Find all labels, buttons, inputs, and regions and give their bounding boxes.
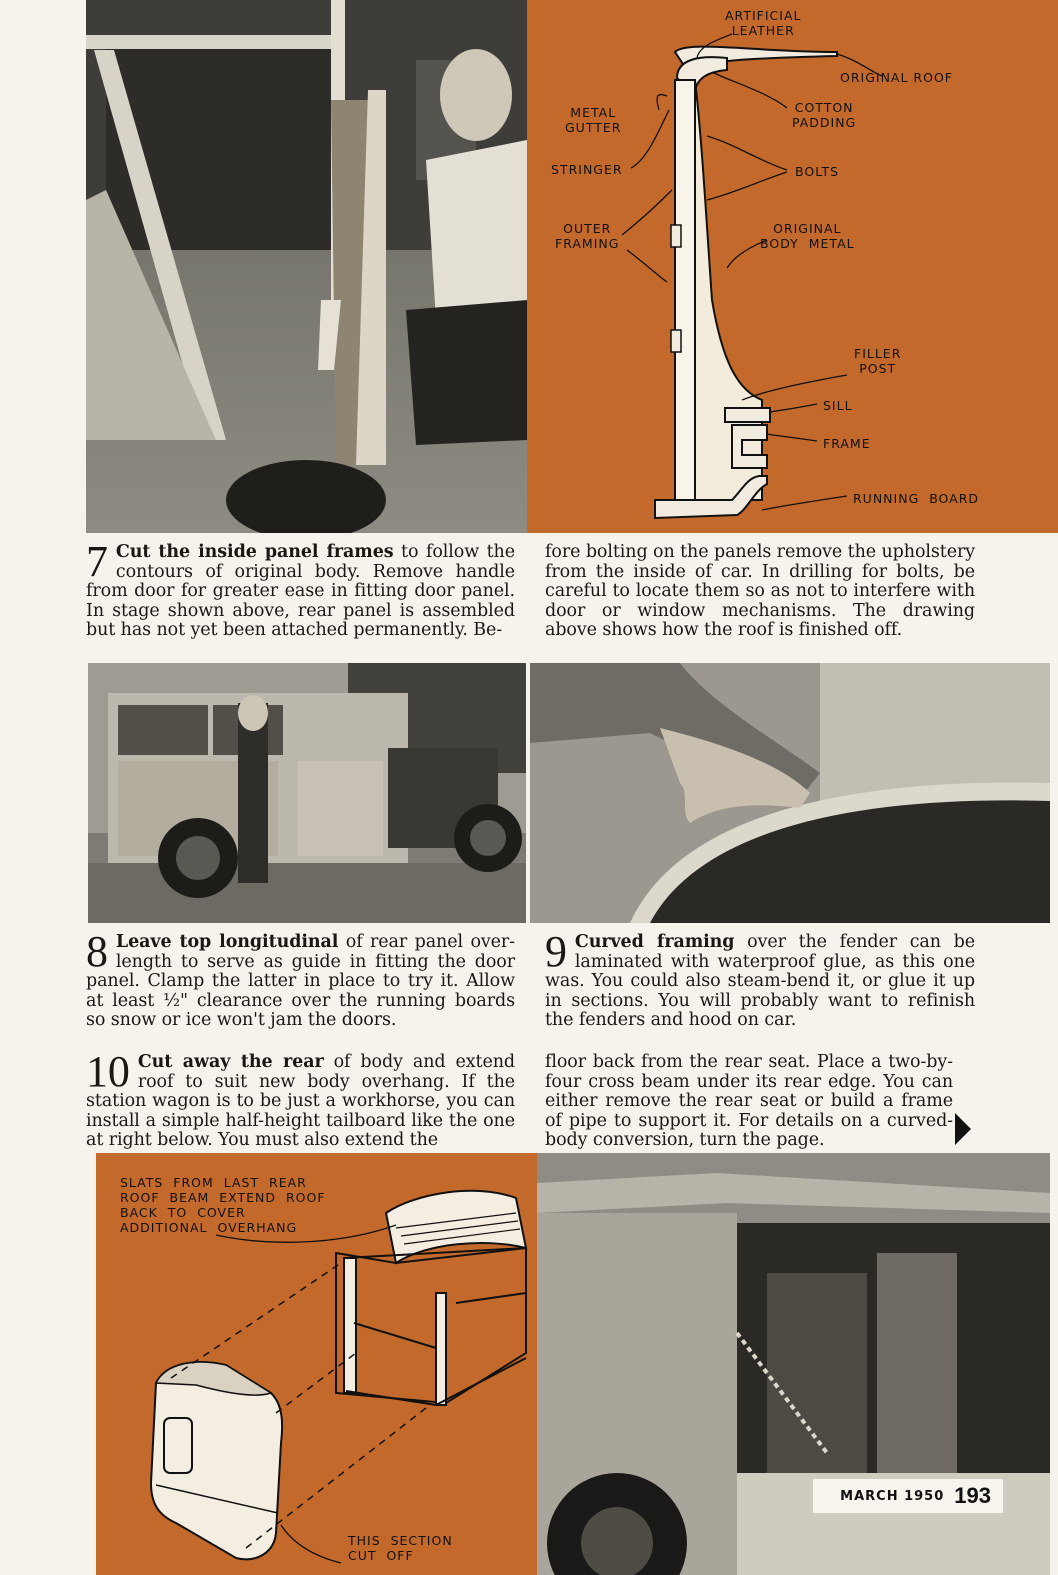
- page-number: 193: [954, 1483, 991, 1508]
- page-footer: [813, 1479, 1003, 1513]
- step-number-8: 8: [86, 927, 108, 976]
- label-running-board: RUNNING BOARD: [853, 491, 980, 506]
- continue-arrow-icon: [955, 1113, 971, 1145]
- caption-step-7-continued: [545, 543, 975, 641]
- caption-9-text: over the fender can be laminated with waterproof glue, as this one was. You could also steam-bend it, or glue it up in sections. You will probably want to refinish the fenders and hood on car.: [545, 932, 975, 1030]
- caption-step-9: [545, 927, 975, 1031]
- step-number-9: 9: [545, 927, 567, 976]
- label-original-body-metal: ORIGINAL BODY METAL: [760, 221, 855, 251]
- caption-9-lead: Curved framing: [574, 932, 735, 952]
- label-stringer: STRINGER: [551, 162, 623, 177]
- photo-man-fitting-panel: [86, 0, 527, 533]
- label-section-cut-off: THIS SECTION CUT OFF: [348, 1533, 453, 1563]
- label-frame: FRAME: [823, 436, 871, 451]
- label-filler-post: FILLER POST: [854, 346, 902, 376]
- photo-car-with-rear-panel: [88, 663, 526, 923]
- roof-section-diagram: [527, 0, 1058, 533]
- caption-7-text: to follow the contours of original body. Remove handle from door for greater ease in fitting door panel. In stage shown above, rear panel is assembled but has not yet been attached permanently. Be-: [86, 542, 515, 640]
- caption-step-10: [86, 1047, 515, 1151]
- label-metal-gutter: METAL GUTTER: [565, 105, 622, 135]
- label-slats: SLATS FROM LAST REAR ROOF BEAM EXTEND ROOF BACK TO COVER ADDITIONAL OVERHANG: [120, 1175, 326, 1235]
- caption-step-7: [86, 537, 515, 641]
- label-original-roof: ORIGINAL ROOF: [840, 70, 953, 85]
- step-number-10: 10: [86, 1047, 130, 1096]
- caption-step-8: [86, 927, 515, 1031]
- label-bolts: BOLTS: [795, 164, 840, 179]
- caption-7-lead: Cut the inside panel frames: [115, 542, 394, 562]
- caption-step-10-continued: [545, 1053, 953, 1151]
- label-artificial-leather: ARTIFICIAL LEATHER: [725, 8, 802, 38]
- caption-7-cont-text: fore bolting on the panels remove the upholstery from the inside of car. In drilling for bolts, be careful to locate them so as not to interfere with door or window mechanisms. The drawing above shows how the roof is finished off.: [545, 542, 975, 640]
- caption-10-cont-text: floor back from the rear seat. Place a two-by-four cross beam under its rear edge. You can either remove the rear seat or build a frame of pipe to support it. For details on a curved-body conversion, turn the page.: [545, 1052, 953, 1150]
- rear-section-diagram: [96, 1153, 537, 1575]
- photo-curved-framing: [530, 663, 1050, 923]
- label-sill: SILL: [823, 398, 853, 413]
- step-number-7: 7: [86, 537, 108, 586]
- caption-8-text: of rear panel over-length to serve as guide in fitting the door panel. Clamp the latter in place to try it. Allow at least ½" clearance over the running boards so snow or ice won't jam the doors.: [86, 932, 515, 1030]
- caption-10-text: of body and extend roof to suit new body overhang. If the station wagon is to be just a workhorse, you can install a simple half-height tailboard like the one at right below. You must also extend the: [86, 1052, 515, 1150]
- issue-date: MARCH 1950: [840, 1488, 945, 1504]
- caption-8-lead: Leave top longitudinal: [115, 932, 339, 952]
- caption-10-lead: Cut away the rear: [137, 1052, 324, 1072]
- label-outer-framing: OUTER FRAMING: [555, 221, 620, 251]
- label-cotton-padding: COTTON PADDING: [792, 100, 857, 130]
